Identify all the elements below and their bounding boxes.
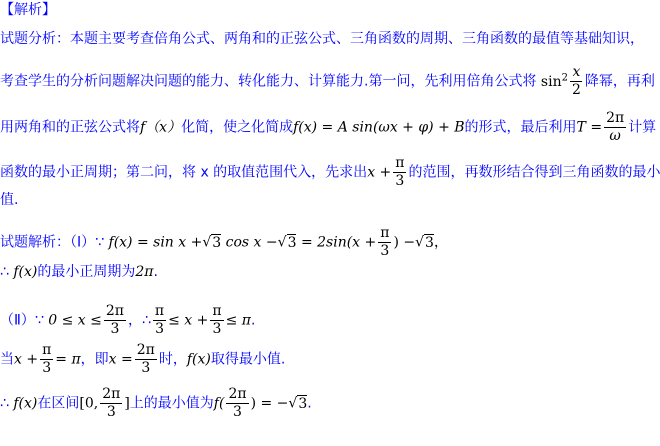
analysis-line-5: 值. xyxy=(0,192,19,208)
fraction: $\frac{\pi}{3}$ xyxy=(380,225,390,259)
analysis-header xyxy=(0,0,56,20)
solution-min-value: ∴ f(x)在区间[0, $\frac{2\pi}{3}$ ]上的最小值为f( $\frac{2\pi}{3}$ ) = −√3. xyxy=(0,386,312,420)
solution-part-2: （Ⅱ）∵ 0 ≤ x ≤ $\frac{2\pi}{3}$ ，∴ $\frac{\pi}{3}$ ≤ x + $\frac{\pi}{3}$ ≤ π. xyxy=(0,303,256,337)
fraction: $\frac{\pi}{3}$ xyxy=(212,303,222,337)
fraction: $\frac{\pi}{3}$ xyxy=(154,303,165,337)
solution-min-point: 当x + $\frac{\pi}{3}$ = π，即x = $\frac{2\pi}{3}$ 时，f(x)取得最小值. xyxy=(0,342,286,376)
fraction: $\frac{2\pi}{3}$ xyxy=(102,386,121,420)
fraction: $\frac{\pi}{3}$ xyxy=(395,155,405,189)
solution-part-1: 试题解析：（Ⅰ）∵ f(x) = sin x +√3 cos x −√3 = 2sin(x + $\frac{\pi}{3}$ ) −√3， xyxy=(0,225,448,259)
analysis-line-3: 用两角和的正弦公式将f（x）化简，使之化简成f(x) = A sin(ωx + φ) + B的形式，最后利用T = $\frac{2\pi}{\omega}$ 计算 xyxy=(0,110,657,144)
fraction: $\frac{x}{2}$ xyxy=(571,64,581,98)
fraction: $\frac{2\pi}{3}$ xyxy=(228,386,247,420)
header-label: 【解析】 xyxy=(0,2,56,18)
analysis-line-1: 试题分析：本题主要考查倍角公式、两角和的正弦公式、三角函数的周期、三角函数的最值等基础知识， xyxy=(0,31,644,47)
solution-period: ∴ f(x)的最小正周期为2π. xyxy=(0,264,158,280)
fraction: $\frac{2\pi}{3}$ xyxy=(105,303,124,337)
fraction: $\frac{2\pi}{3}$ xyxy=(136,342,155,376)
fraction: $\frac{\pi}{3}$ xyxy=(42,342,52,376)
analysis-line-2: 考查学生的分析问题解决问题的能力、转化能力、计算能力.第一问，先利用倍角公式将 $\sin^2$ $\frac{x}{2}$ 降幂，再利 xyxy=(0,64,655,98)
fraction: $\frac{2\pi}{\omega}$ xyxy=(606,110,625,144)
analysis-line-4: 函数的最小正周期；第二问，将 x 的取值范围代入，先求出x + $\frac{\pi}{3}$ 的范围，再数形结合得到三角函数的最小 xyxy=(0,155,660,189)
